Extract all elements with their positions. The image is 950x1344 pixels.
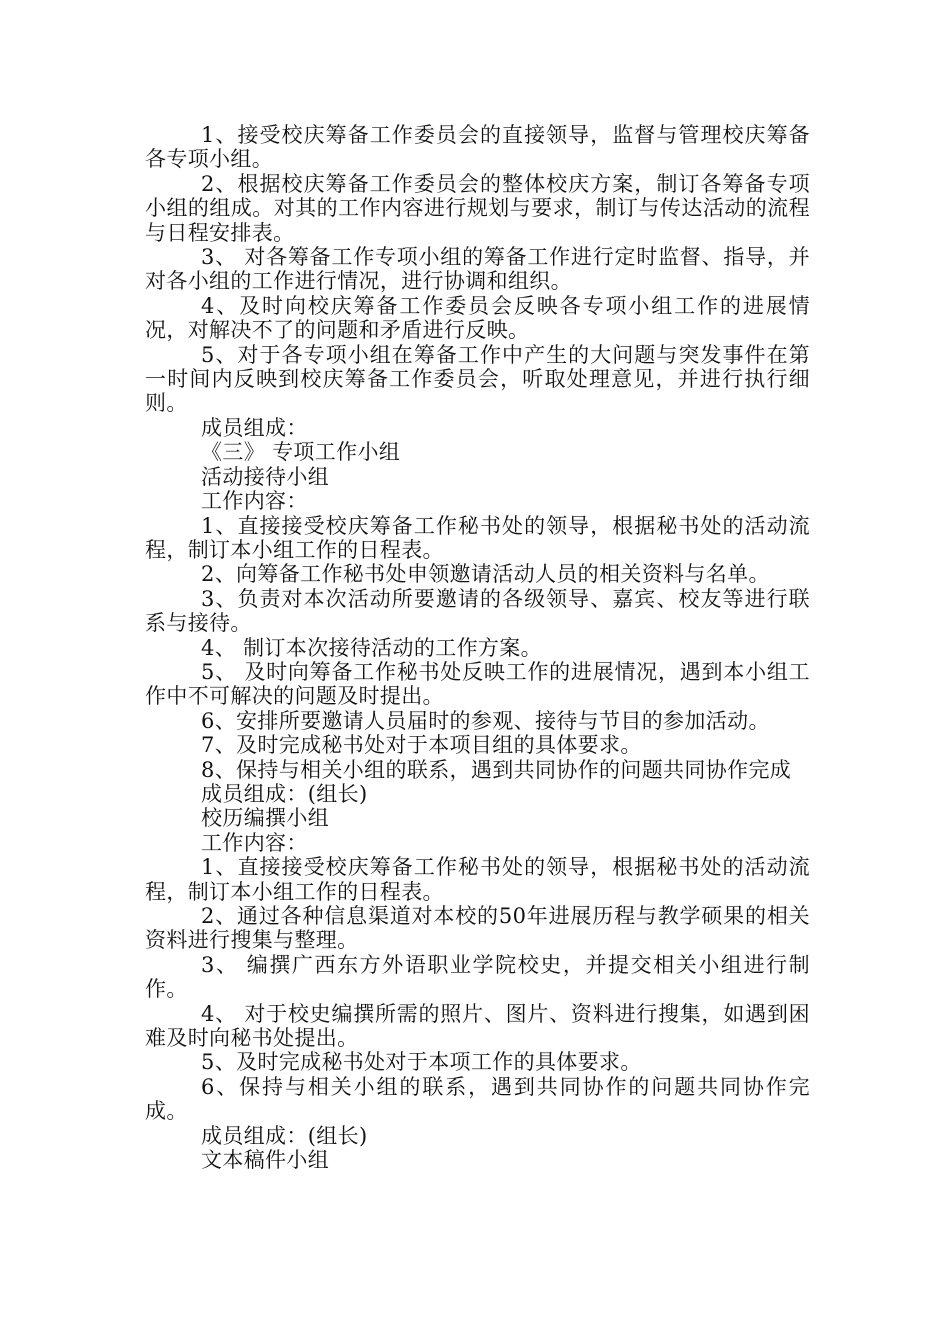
document-body	[145, 123, 810, 1172]
paragraph: 工作内容：	[201, 489, 308, 514]
paragraph: 5、 及时向筹备工作秘书处反映工作的进展情况，遇到本小组工作中不可解决的问题及时提出。	[145, 659, 810, 709]
paragraph: 1、直接接受校庆筹备工作秘书处的领导，根据秘书处的活动流程，制订本小组工作的日程表。	[145, 855, 810, 904]
paragraph: 4、 制订本次接待活动的工作方案。	[201, 635, 542, 660]
paragraph: 成员组成：	[201, 415, 308, 440]
group-title: 活动接待小组	[201, 464, 330, 489]
paragraph: 7、及时完成秘书处对于本项目组的具体要求。	[201, 733, 642, 758]
paragraph: 工作内容：	[201, 830, 308, 855]
group-title: 文本稿件小组	[201, 1148, 330, 1173]
paragraph: 3、负责对本次活动所要邀请的各级领导、嘉宾、校友等进行联系与接待。	[145, 586, 810, 636]
section-heading: 《三》 专项工作小组	[201, 440, 401, 465]
paragraph: 3、 对各筹备工作专项小组的筹备工作进行定时监督、指导，并对各小组的工作进行情况，进行协调和组织。	[145, 245, 810, 294]
paragraph: 4、 对于校史编撰所需的照片、图片、资料进行搜集，如遇到困难及时向秘书处提出。	[145, 1001, 810, 1051]
paragraph: 6、保持与相关小组的联系，遇到共同协作的问题共同协作完成。	[145, 1074, 810, 1124]
group-title: 校历编撰小组	[201, 806, 330, 831]
paragraph: 4、及时向校庆筹备工作委员会反映各专项小组工作的进展情况，对解决不了的问题和矛盾进行反映。	[145, 293, 810, 343]
paragraph: 3、 编撰广西东方外语职业学院校史，并提交相关小组进行制作。	[145, 952, 810, 1002]
paragraph: 5、对于各专项小组在筹备工作中产生的大问题与突发事件在第一时间内反映到校庆筹备工作委员会，听取处理意见，并进行执行细则。	[145, 342, 810, 416]
paragraph: 6、安排所要邀请人员届时的参观、接待与节目的参加活动。	[201, 708, 770, 733]
paragraph: 5、及时完成秘书处对于本项工作的具体要求。	[201, 1050, 642, 1075]
paragraph: 2、根据校庆筹备工作委员会的整体校庆方案，制订各筹备专项小组的组成。对其的工作内容进行规划与要求，制订与传达活动的流程与日程安排表。	[145, 171, 810, 245]
paragraph: 1、接受校庆筹备工作委员会的直接领导，监督与管理校庆筹备各专项小组。	[145, 123, 810, 172]
paragraph: 2、通过各种信息渠道对本校的50年进展历程与教学硕果的相关资料进行搜集与整理。	[145, 904, 810, 953]
paragraph: 成员组成：(组长)	[201, 781, 368, 806]
paragraph: 成员组成：(组长)	[201, 1123, 368, 1148]
paragraph: 1、直接接受校庆筹备工作秘书处的领导，根据秘书处的活动流程，制订本小组工作的日程表。	[145, 513, 810, 562]
paragraph: 2、向筹备工作秘书处申领邀请活动人员的相关资料与名单。	[201, 562, 770, 587]
paragraph: 8、保持与相关小组的联系，遇到共同协作的问题共同协作完成	[201, 757, 792, 782]
